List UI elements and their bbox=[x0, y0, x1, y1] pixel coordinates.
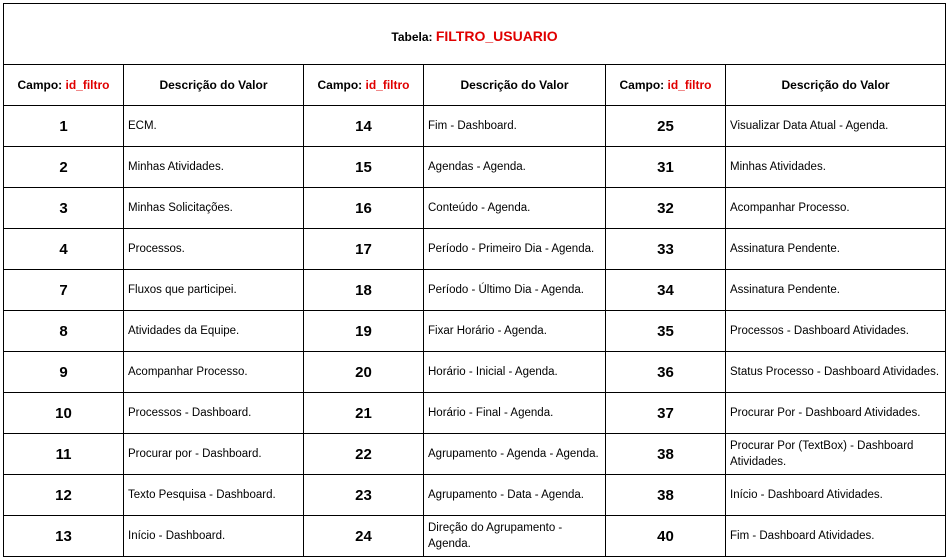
header-campo bbox=[304, 65, 424, 106]
id-filtro-cell: 31 bbox=[606, 147, 726, 188]
descricao-cell: Visualizar Data Atual - Agenda. bbox=[726, 106, 946, 147]
descricao-cell: Acompanhar Processo. bbox=[726, 188, 946, 229]
descricao-cell: Agrupamento - Data - Agenda. bbox=[424, 475, 606, 516]
descricao-cell: Processos - Dashboard. bbox=[124, 393, 304, 434]
descricao-cell: Assinatura Pendente. bbox=[726, 270, 946, 311]
header-descricao: Descrição do Valor bbox=[124, 65, 304, 106]
id-filtro-cell: 21 bbox=[304, 393, 424, 434]
header-row bbox=[4, 65, 946, 106]
header-campo-prefix: Campo: bbox=[619, 78, 665, 92]
descricao-cell: Horário - Final - Agenda. bbox=[424, 393, 606, 434]
descricao-cell: Horário - Inicial - Agenda. bbox=[424, 352, 606, 393]
descricao-cell: Minhas Solicitações. bbox=[124, 188, 304, 229]
header-campo-field: id_filtro bbox=[365, 78, 410, 92]
id-filtro-cell: 25 bbox=[606, 106, 726, 147]
id-filtro-cell: 37 bbox=[606, 393, 726, 434]
header-descricao: Descrição do Valor bbox=[424, 65, 606, 106]
descricao-cell: Procurar Por - Dashboard Atividades. bbox=[726, 393, 946, 434]
descricao-cell: Procurar por - Dashboard. bbox=[124, 434, 304, 475]
descricao-cell: Direção do Agrupamento - Agenda. bbox=[424, 516, 606, 557]
table-row bbox=[4, 475, 946, 516]
header-descricao: Descrição do Valor bbox=[726, 65, 946, 106]
title-prefix: Tabela: bbox=[391, 30, 433, 44]
id-filtro-cell: 11 bbox=[4, 434, 124, 475]
descricao-cell: Processos - Dashboard Atividades. bbox=[726, 311, 946, 352]
title-name: FILTRO_USUARIO bbox=[435, 28, 558, 44]
id-filtro-cell: 20 bbox=[304, 352, 424, 393]
id-filtro-cell: 7 bbox=[4, 270, 124, 311]
descricao-cell: Texto Pesquisa - Dashboard. bbox=[124, 475, 304, 516]
id-filtro-cell: 3 bbox=[4, 188, 124, 229]
header-campo bbox=[4, 65, 124, 106]
descricao-cell: Agrupamento - Agenda - Agenda. bbox=[424, 434, 606, 475]
id-filtro-cell: 4 bbox=[4, 229, 124, 270]
id-filtro-cell: 38 bbox=[606, 475, 726, 516]
table-row bbox=[4, 270, 946, 311]
id-filtro-cell: 2 bbox=[4, 147, 124, 188]
table-row bbox=[4, 229, 946, 270]
table-row bbox=[4, 434, 946, 475]
descricao-cell: Período - Último Dia - Agenda. bbox=[424, 270, 606, 311]
id-filtro-cell: 32 bbox=[606, 188, 726, 229]
id-filtro-cell: 38 bbox=[606, 434, 726, 475]
table-title bbox=[4, 4, 946, 65]
id-filtro-cell: 36 bbox=[606, 352, 726, 393]
descricao-cell: Início - Dashboard Atividades. bbox=[726, 475, 946, 516]
header-campo-prefix: Campo: bbox=[17, 78, 63, 92]
id-filtro-cell: 15 bbox=[304, 147, 424, 188]
descricao-cell: Atividades da Equipe. bbox=[124, 311, 304, 352]
id-filtro-cell: 19 bbox=[304, 311, 424, 352]
id-filtro-cell: 18 bbox=[304, 270, 424, 311]
id-filtro-cell: 34 bbox=[606, 270, 726, 311]
table-row bbox=[4, 516, 946, 557]
id-filtro-cell: 16 bbox=[304, 188, 424, 229]
id-filtro-cell: 12 bbox=[4, 475, 124, 516]
id-filtro-cell: 33 bbox=[606, 229, 726, 270]
descricao-cell: ECM. bbox=[124, 106, 304, 147]
filtro-usuario-table bbox=[3, 3, 946, 557]
descricao-cell: Fixar Horário - Agenda. bbox=[424, 311, 606, 352]
table-row bbox=[4, 311, 946, 352]
descricao-cell: Fim - Dashboard. bbox=[424, 106, 606, 147]
id-filtro-cell: 8 bbox=[4, 311, 124, 352]
descricao-cell: Início - Dashboard. bbox=[124, 516, 304, 557]
descricao-cell: Procurar Por (TextBox) - Dashboard Atividades. bbox=[726, 434, 946, 475]
descricao-cell: Período - Primeiro Dia - Agenda. bbox=[424, 229, 606, 270]
descricao-cell: Agendas - Agenda. bbox=[424, 147, 606, 188]
descricao-cell: Fluxos que participei. bbox=[124, 270, 304, 311]
title-row bbox=[4, 4, 946, 65]
descricao-cell: Fim - Dashboard Atividades. bbox=[726, 516, 946, 557]
id-filtro-cell: 9 bbox=[4, 352, 124, 393]
header-campo-prefix: Campo: bbox=[317, 78, 363, 92]
table-row bbox=[4, 147, 946, 188]
header-campo bbox=[606, 65, 726, 106]
id-filtro-cell: 17 bbox=[304, 229, 424, 270]
id-filtro-cell: 10 bbox=[4, 393, 124, 434]
id-filtro-cell: 13 bbox=[4, 516, 124, 557]
descricao-cell: Minhas Atividades. bbox=[726, 147, 946, 188]
id-filtro-cell: 24 bbox=[304, 516, 424, 557]
table-row bbox=[4, 188, 946, 229]
descricao-cell: Status Processo - Dashboard Atividades. bbox=[726, 352, 946, 393]
descricao-cell: Acompanhar Processo. bbox=[124, 352, 304, 393]
header-campo-field: id_filtro bbox=[667, 78, 712, 92]
id-filtro-cell: 40 bbox=[606, 516, 726, 557]
id-filtro-cell: 1 bbox=[4, 106, 124, 147]
descricao-cell: Assinatura Pendente. bbox=[726, 229, 946, 270]
table-row bbox=[4, 106, 946, 147]
id-filtro-cell: 35 bbox=[606, 311, 726, 352]
id-filtro-cell: 14 bbox=[304, 106, 424, 147]
descricao-cell: Conteúdo - Agenda. bbox=[424, 188, 606, 229]
table-row bbox=[4, 352, 946, 393]
id-filtro-cell: 23 bbox=[304, 475, 424, 516]
descricao-cell: Minhas Atividades. bbox=[124, 147, 304, 188]
header-campo-field: id_filtro bbox=[65, 78, 110, 92]
id-filtro-cell: 22 bbox=[304, 434, 424, 475]
descricao-cell: Processos. bbox=[124, 229, 304, 270]
table-row bbox=[4, 393, 946, 434]
